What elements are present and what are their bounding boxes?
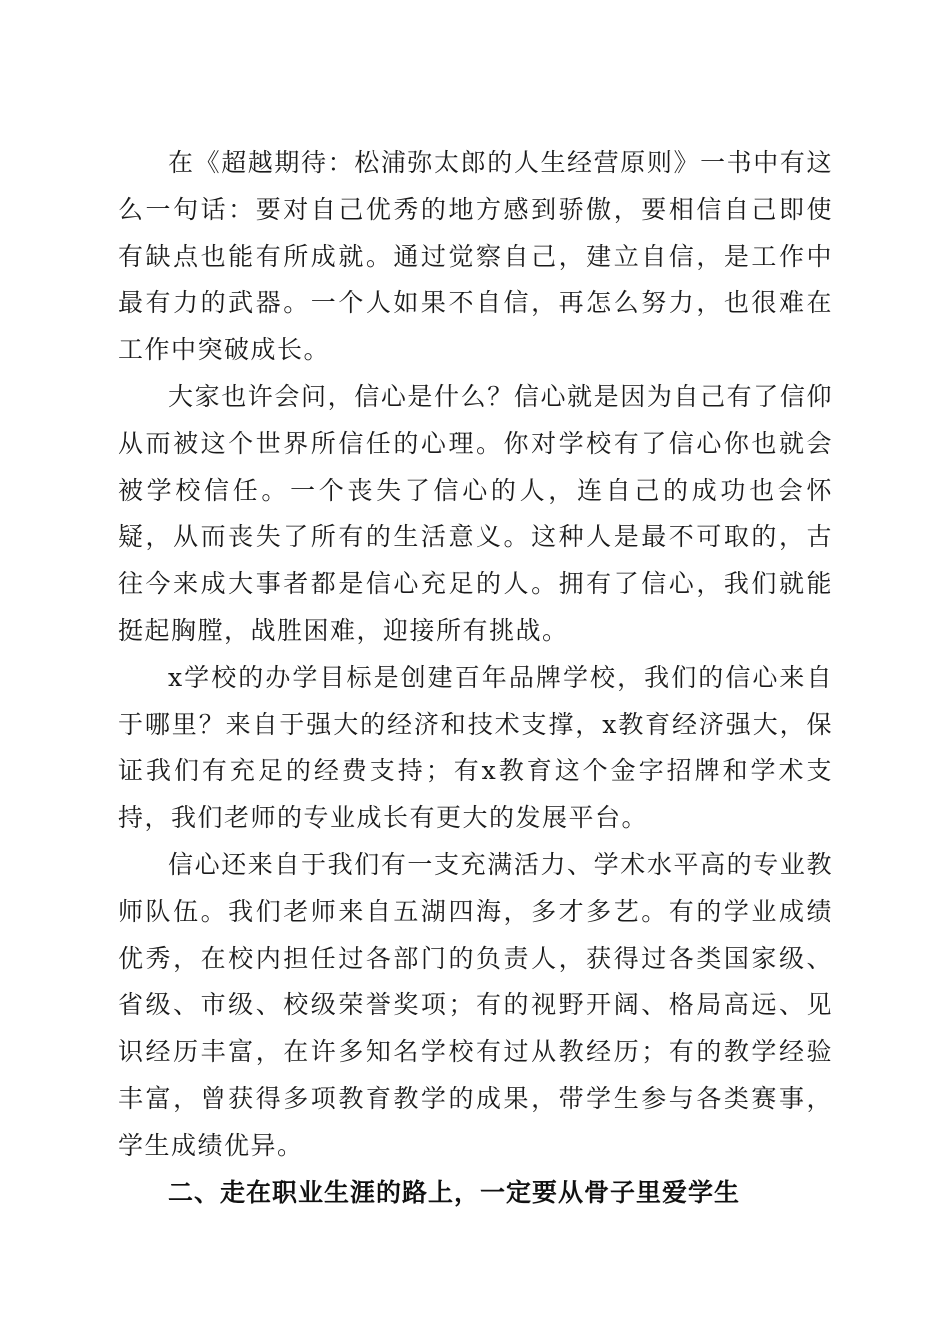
document-body bbox=[118, 140, 833, 1216]
paragraph-school-goal: x学校的办学目标是创建百年品牌学校，我们的信心来自于哪里？来自于强大的经济和技术支撑，x教育经济强大，保证我们有充足的经费支持；有x教育这个金字招牌和学术支持，我们老师的专业成长有更大的发展平台。 bbox=[118, 662, 833, 833]
paragraph-teacher-team: 信心还来自于我们有一支充满活力、学术水平高的专业教师队伍。我们老师来自五湖四海，多才多艺。有的学业成绩优秀，在校内担任过各部门的负责人，获得过各类国家级、省级、市级、校级荣誉奖项；有的视野开阔、格局高远、见识经历丰富，在许多知名学校有过从教经历；有的教学经验丰富，曾获得多项教育教学的成果，带学生参与各类赛事，学生成绩优异。 bbox=[118, 849, 833, 1160]
paragraph-book-quote: 在《超越期待：松浦弥太郎的人生经营原则》一书中有这么一句话：要对自己优秀的地方感到骄傲，要相信自己即使有缺点也能有所成就。通过觉察自己，建立自信，是工作中最有力的武器。一个人如果不自信，再怎么努力，也很难在工作中突破成长。 bbox=[118, 148, 833, 365]
section-heading: 二、走在职业生涯的路上，一定要从骨子里爱学生 bbox=[168, 1177, 741, 1207]
paragraph-what-is-confidence: 大家也许会问，信心是什么？信心就是因为自己有了信仰从而被这个世界所信任的心理。你对学校有了信心你也就会被学校信任。一个丧失了信心的人，连自己的成功也会怀疑，从而丧失了所有的生活意义。这种人是最不可取的，古往今来成大事者都是信心充足的人。拥有了信心，我们就能挺起胸膛，战胜困难，迎接所有挑战。 bbox=[118, 381, 833, 645]
